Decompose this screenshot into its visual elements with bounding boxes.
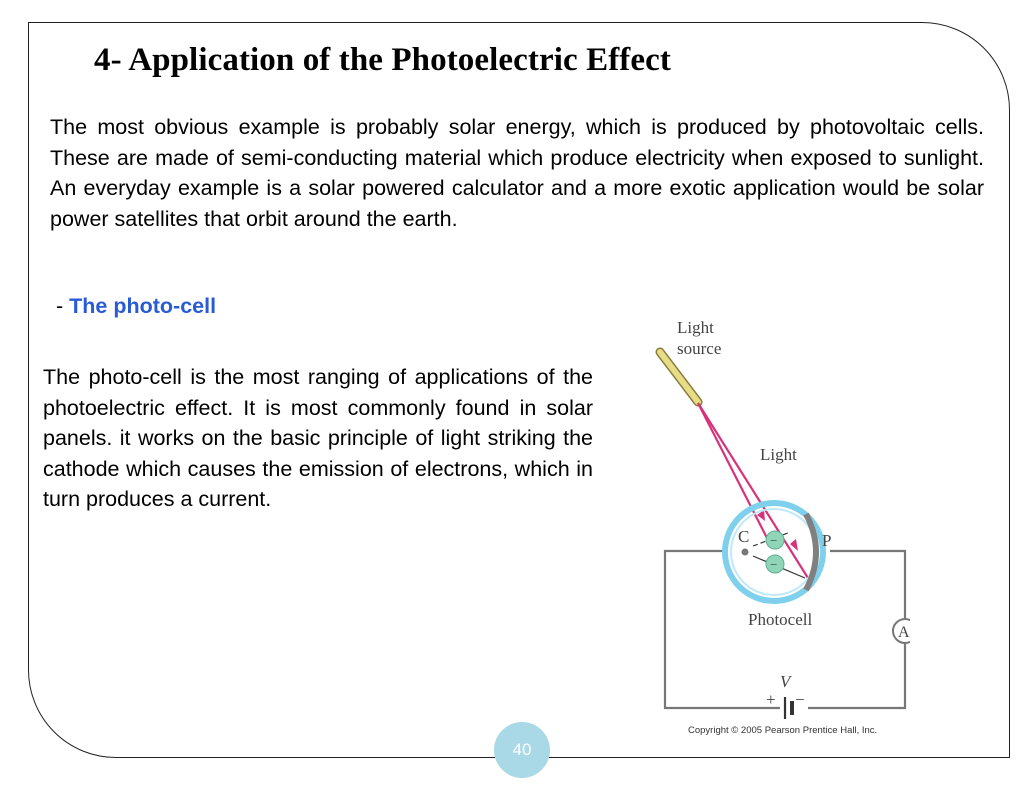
photo-cell-paragraph: The photo-cell is the most ranging of applications of the photoelectric effect. It is most commonly found in solar panels. it works on the basic principle of light striking the cathode which causes the emission of electrons, which in turn produces a current. — [43, 365, 593, 511]
photocell-label: Photocell — [748, 610, 813, 629]
battery-plus: + — [766, 690, 776, 709]
light-label: Light — [760, 445, 797, 464]
slide-title: 4- Application of the Photoelectric Effect — [94, 42, 671, 78]
bullet-prefix: - — [56, 294, 70, 318]
light-source-label-2: source — [677, 339, 722, 358]
page-number-badge: 40 — [494, 722, 550, 778]
cathode-label: C — [738, 527, 750, 546]
ammeter-label: A — [898, 624, 910, 641]
battery-minus: − — [795, 690, 805, 709]
electron-sign-1: − — [770, 533, 778, 548]
plate-label: P — [822, 531, 832, 550]
light-source-tube — [660, 352, 698, 402]
light-source-label-1: Light — [677, 318, 714, 337]
voltage-label: V — [780, 672, 791, 691]
photo-cell-heading — [56, 294, 216, 319]
battery-icon — [785, 697, 792, 719]
photocell-icon — [725, 503, 823, 601]
photo-cell-label: The photo-cell — [69, 294, 217, 318]
electron-sign-2: − — [770, 557, 778, 572]
photocell-diagram — [640, 308, 910, 740]
copyright-text: Copyright © 2005 Pearson Prentice Hall, Inc. — [688, 725, 878, 736]
intro-paragraph: The most obvious example is probably solar energy, which is produced by photovoltaic cells. These are made of semi-conducting material which produce electricity when exposed to sunlight. An everyday example is a solar powered calculator and a more exotic application would be solar power satellites that orbit around the earth. — [50, 115, 984, 231]
